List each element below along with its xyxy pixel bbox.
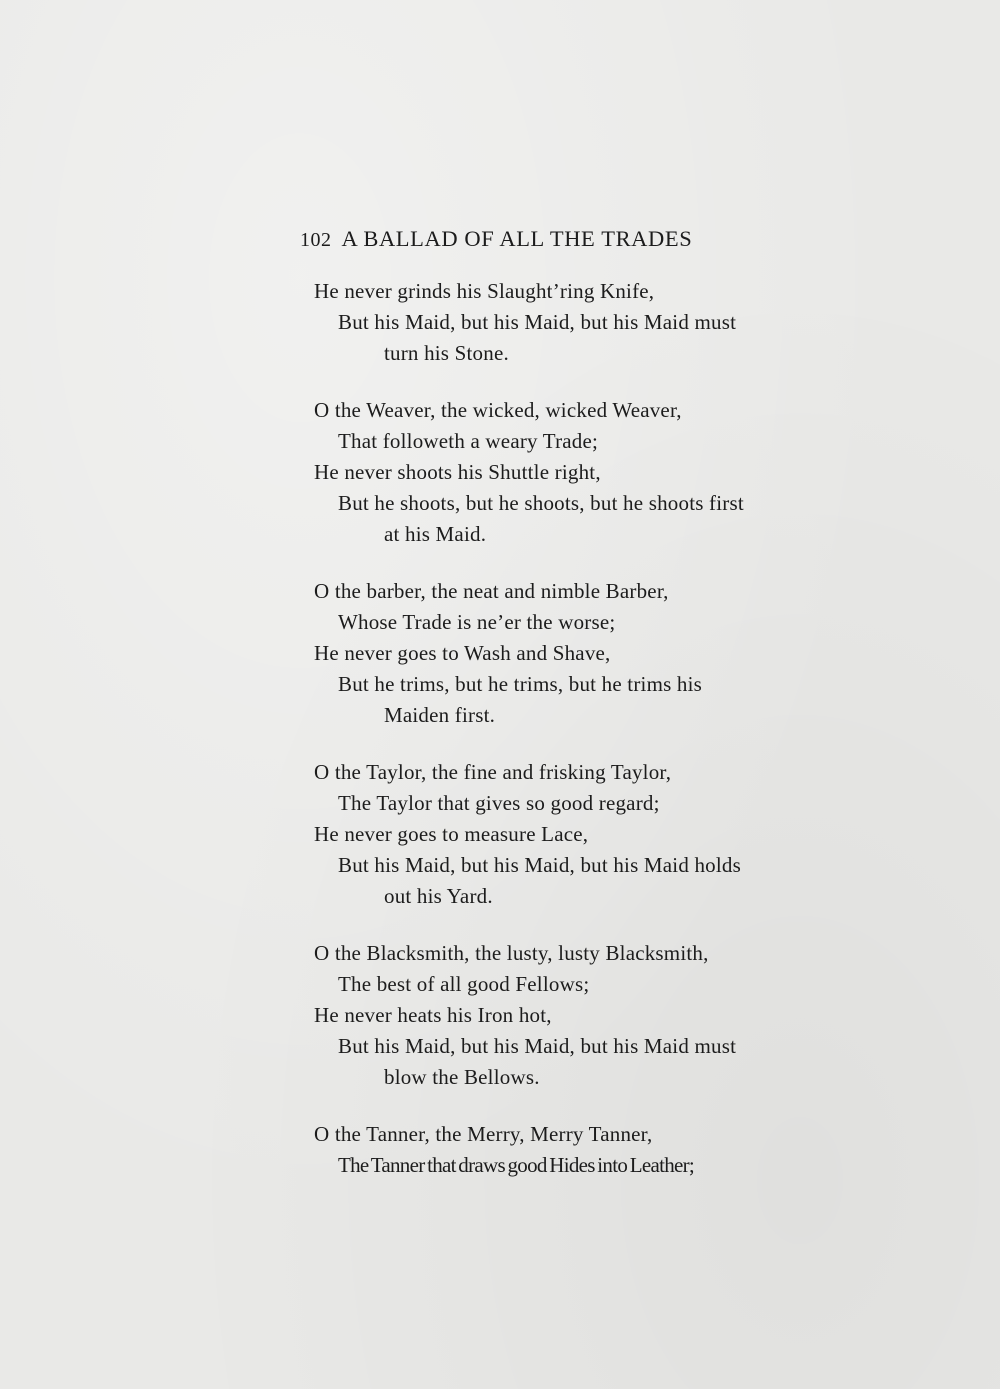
poem-line: O the barber, the neat and nimble Barber, xyxy=(314,579,669,603)
running-head-title: A BALLAD OF ALL THE TRADES xyxy=(341,226,693,251)
page-number: 102 xyxy=(300,229,332,251)
stanza xyxy=(314,938,804,1093)
poem-line: But his Maid, but his Maid, but his Maid holds xyxy=(338,853,741,877)
poem-line: O the Blacksmith, the lusty, lusty Blacksmith, xyxy=(314,941,709,965)
poem-line: But his Maid, but his Maid, but his Maid must xyxy=(338,310,737,334)
stanza xyxy=(314,757,804,912)
poem-body xyxy=(314,276,804,1207)
poem-line: at his Maid. xyxy=(384,522,487,546)
poem-line: Maiden first. xyxy=(384,703,496,727)
poem-line: O the Taylor, the fine and frisking Taylor, xyxy=(314,760,672,784)
running-head xyxy=(300,226,770,252)
poem-line: O the Weaver, the wicked, wicked Weaver, xyxy=(314,398,682,422)
poem-line: blow the Bellows. xyxy=(384,1065,540,1089)
poem-line: turn his Stone. xyxy=(384,341,509,365)
poem-line: Whose Trade is ne’er the worse; xyxy=(338,610,616,634)
poem-line: The Tanner that draws good Hides into Leather; xyxy=(338,1153,695,1177)
poem-line: He never goes to measure Lace, xyxy=(314,822,589,846)
poem-line: He never heats his Iron hot, xyxy=(314,1003,552,1027)
poem-line: He never goes to Wash and Shave, xyxy=(314,641,611,665)
poem-line: But he shoots, but he shoots, but he shoots first xyxy=(338,491,744,515)
poem-line: He never shoots his Shuttle right, xyxy=(314,460,601,484)
poem-line: That followeth a weary Trade; xyxy=(338,429,599,453)
stanza xyxy=(314,395,804,550)
poem-line: out his Yard. xyxy=(384,884,493,908)
poem-line: The best of all good Fellows; xyxy=(338,972,590,996)
poem-line: But he trims, but he trims, but he trims his xyxy=(338,672,703,696)
stanza xyxy=(314,1119,804,1181)
poem-line: But his Maid, but his Maid, but his Maid must xyxy=(338,1034,737,1058)
poem-line: O the Tanner, the Merry, Merry Tanner, xyxy=(314,1122,653,1146)
poem-line: He never grinds his Slaught’ring Knife, xyxy=(314,279,655,303)
stanza xyxy=(314,276,804,369)
stanza xyxy=(314,576,804,731)
poem-line: The Taylor that gives so good regard; xyxy=(338,791,660,815)
